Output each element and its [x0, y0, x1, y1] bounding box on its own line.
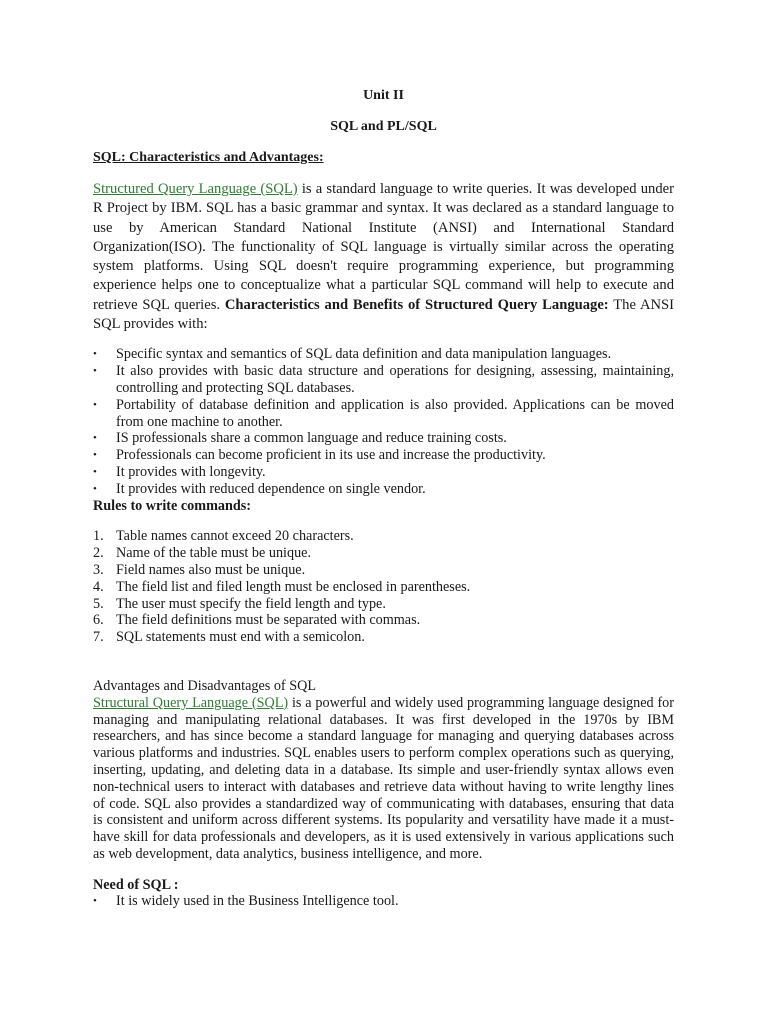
list-item: • It also provides with basic data structure and operations for designing, assessing, maintaining, controlling and protecting SQL databases.	[93, 363, 674, 396]
list-item: • It provides with longevity.	[93, 463, 266, 480]
unit-title: Unit II	[363, 88, 404, 103]
subject-title: SQL and PL/SQL	[330, 119, 437, 134]
rules-list	[93, 528, 674, 646]
list-item: 3. Field names also must be unique.	[93, 561, 306, 578]
advantages-paragraph	[93, 695, 674, 863]
sql-link[interactable]: Structured Query Language (SQL)	[93, 181, 298, 197]
bullet-icon: •	[93, 482, 97, 495]
bullet-icon: •	[93, 449, 97, 462]
list-item: • Portability of database definition and application is also provided. Applications can be moved from one machine to another.	[93, 396, 674, 430]
sql-link[interactable]: Structural Query Language (SQL)	[93, 694, 289, 711]
bullet-icon: •	[93, 465, 97, 478]
list-item: 4. The field list and filed length must be enclosed in parentheses.	[93, 578, 471, 595]
need-list	[93, 893, 674, 910]
bullet-icon: •	[93, 348, 97, 361]
advantages-body-text: is a powerful and widely used programming language designed for managing and manipulating relational databases. It was first developed in the 1970s by IBM researchers, and has since become a standard language for managing and querying databases across various platforms and industries. SQL enables users to perform complex operations such as querying, inserting, updating, and deleting data in a database. Its simple and user-friendly syntax allows even non-technical users to interact with databases and retrieve data without having to write lengthy lines of code. SQL also provides a standardized way of communicating with databases, ensuring that data is consistent and uniform across different systems. Its popularity and versatility have made it a must-have skill for data professionals and developers, as it is used extensively in various applications such as web development, data analytics, business intelligence, and more.	[93, 694, 674, 862]
bullet-icon: •	[93, 895, 97, 908]
characteristics-list	[93, 346, 674, 497]
list-item: 7. SQL statements must end with a semicolon.	[93, 629, 365, 646]
bullet-icon: •	[93, 398, 97, 411]
list-item: 2. Name of the table must be unique.	[93, 545, 312, 562]
rules-heading: Rules to write commands:	[93, 497, 252, 514]
bullet-icon: •	[93, 365, 97, 378]
list-item: 5. The user must specify the field length and type.	[93, 595, 386, 612]
benefits-bold-text: Characteristics and Benefits of Structured Query Language:	[224, 296, 609, 313]
list-item: 1. Table names cannot exceed 20 characters.	[93, 528, 354, 545]
bullet-icon: •	[93, 432, 97, 445]
section-heading-characteristics: SQL: Characteristics and Advantages:	[93, 150, 324, 165]
advantages-heading: Advantages and Disadvantages of SQL	[93, 677, 317, 694]
list-item: • It provides with reduced dependence on single vendor.	[93, 480, 426, 497]
intro-tail-text: The ANSI SQL provides with:	[93, 296, 675, 333]
list-item: • Professionals can become proficient in its use and increase the productivity.	[93, 447, 546, 464]
list-item: • It is widely used in the Business Intelligence tool.	[93, 893, 399, 910]
intro-paragraph	[93, 180, 674, 334]
list-item: • IS professionals share a common language and reduce training costs.	[93, 430, 507, 447]
list-item: 6. The field definitions must be separated with commas.	[93, 612, 421, 629]
list-item: • Specific syntax and semantics of SQL data definition and data manipulation languages.	[93, 346, 612, 363]
intro-body-text: is a standard language to write queries. It was developed under R Project by IBM. SQL has a basic grammar and syntax. It was declared as a standard language to use by American Standard National Institute (ANSI) and International Standard Organization(ISO). The functionality of SQL language is virtually similar across the operating system platforms. Using SQL doesn't require programming experience, but programming experience helps one to conceptualize what a particular SQL command will help to execute and retrieve SQL queries.	[93, 181, 674, 313]
need-heading: Need of SQL :	[93, 876, 179, 893]
